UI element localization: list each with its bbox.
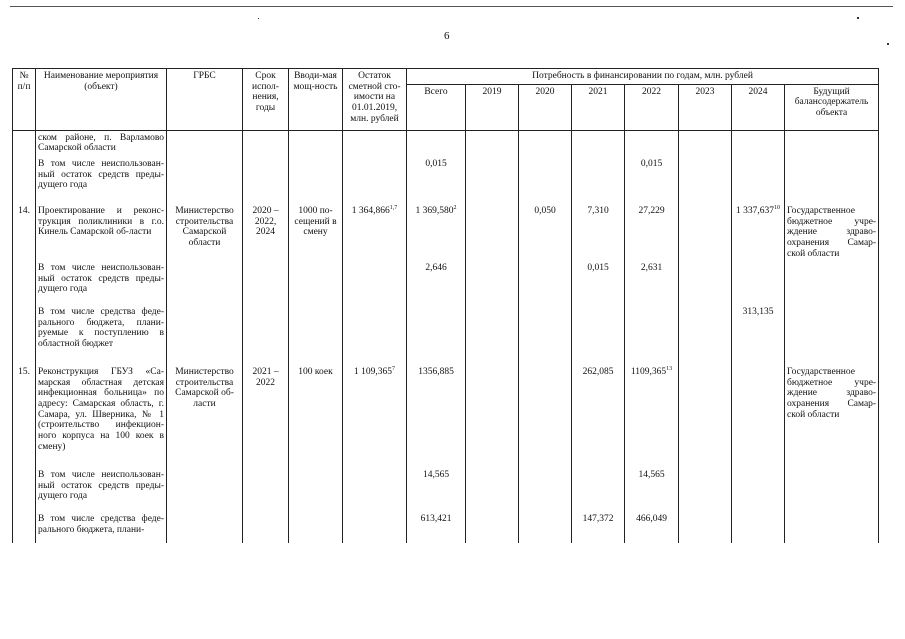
row-name-value: В том числе средства феде-рального бюджета, плани- <box>38 514 164 535</box>
row-2019 <box>466 306 519 366</box>
top-rule <box>10 6 893 7</box>
row-capacity <box>289 262 343 306</box>
scan-speck <box>887 43 889 45</box>
row-2022 <box>625 262 679 306</box>
row-total <box>407 130 466 158</box>
row-2019 <box>466 366 519 469</box>
row-total-value: 613,421 <box>420 514 452 525</box>
row-name <box>36 158 167 205</box>
row-2024 <box>732 205 785 262</box>
row-term <box>243 205 289 262</box>
header-funding-group: Потребность в финансировании по годам, млн. рублей <box>407 69 879 85</box>
row-name-value: В том числе неиспользован-ный остаток средств преды-дущего года <box>38 263 164 295</box>
row-2020 <box>519 262 572 306</box>
header-2020: 2020 <box>519 84 572 130</box>
table-row <box>13 130 879 158</box>
row-num <box>13 469 36 513</box>
row-name <box>36 130 167 158</box>
row-term-value: 2020 – 2022, 2024 <box>252 206 279 238</box>
row-num <box>13 205 36 262</box>
table-body <box>13 130 879 543</box>
row-num <box>13 366 36 469</box>
row-2019 <box>466 469 519 513</box>
row-2021 <box>572 469 625 513</box>
row-2019 <box>466 158 519 205</box>
row-2024 <box>732 366 785 469</box>
row-2021 <box>572 366 625 469</box>
row-capacity-value: 1000 по-сещений в смену <box>294 206 337 238</box>
row-2019 <box>466 205 519 262</box>
row-2021-value: 7,310 <box>587 206 609 217</box>
header-term: Срок испол-нения, годы <box>243 69 289 131</box>
row-name <box>36 205 167 262</box>
row-2022-value: 14,565 <box>638 470 665 481</box>
row-total-value: 2,646 <box>425 263 447 274</box>
table-row <box>13 158 879 205</box>
row-capacity <box>289 130 343 158</box>
row-2022-value: 466,049 <box>636 514 667 525</box>
row-grbs-value: Министерство строительства Самарской об-ласти <box>175 367 234 409</box>
row-name <box>36 306 167 366</box>
row-2022 <box>625 130 679 158</box>
header-capacity: Вводи-мая мощ-ность <box>289 69 343 131</box>
footnote-marker: 13 <box>666 365 673 372</box>
row-2022-value: 27,229 <box>638 206 665 217</box>
row-2019 <box>466 262 519 306</box>
row-2024 <box>732 158 785 205</box>
row-2023 <box>679 469 732 513</box>
row-2024 <box>732 306 785 366</box>
page-number: 6 <box>444 30 450 42</box>
row-2022 <box>625 306 679 366</box>
row-capacity <box>289 513 343 543</box>
row-2022 <box>625 205 679 262</box>
table-row <box>13 513 879 543</box>
row-term <box>243 513 289 543</box>
header-2021: 2021 <box>572 84 625 130</box>
row-total-value: 0,015 <box>425 159 447 170</box>
row-2022 <box>625 513 679 543</box>
row-grbs-value: Министерство строительства Самарской области <box>175 206 234 248</box>
row-total <box>407 262 466 306</box>
row-2021 <box>572 205 625 262</box>
row-num <box>13 513 36 543</box>
row-holder <box>785 306 879 366</box>
row-total <box>407 513 466 543</box>
row-remainder <box>343 469 407 513</box>
row-grbs <box>167 469 243 513</box>
header-holder: Будущий балансодержатель объекта <box>785 84 879 130</box>
row-2023 <box>679 306 732 366</box>
row-capacity <box>289 306 343 366</box>
header-remainder: Остаток сметной сто-имости на 01.01.2019, млн. рублей <box>343 69 407 131</box>
row-holder-value: Государственное бюджетное учре-ждение здраво-охранения Самар-ской области <box>787 206 877 259</box>
row-holder-value: Государственное бюджетное учре-ждение здраво-охранения Самар-ской области <box>787 367 877 420</box>
row-name-value: В том числе средства феде-рального бюджета, плани-руемые к поступлению в областной бюджет <box>38 307 164 349</box>
footnote-marker: 10 <box>774 204 780 211</box>
row-remainder-value: 1 109,365 <box>354 367 392 378</box>
row-capacity <box>289 158 343 205</box>
row-holder <box>785 130 879 158</box>
row-2024-value: 313,135 <box>742 307 774 318</box>
row-term <box>243 262 289 306</box>
row-remainder <box>343 306 407 366</box>
row-holder <box>785 262 879 306</box>
row-2020 <box>519 366 572 469</box>
row-2021-value: 147,372 <box>582 514 614 525</box>
row-grbs <box>167 262 243 306</box>
footnote-marker: 1,7 <box>389 204 398 211</box>
row-2021-value: 262,085 <box>582 367 614 378</box>
row-grbs <box>167 306 243 366</box>
row-2020 <box>519 306 572 366</box>
header-grbs: ГРБС <box>167 69 243 131</box>
row-num <box>13 262 36 306</box>
row-2022 <box>625 158 679 205</box>
row-num <box>13 158 36 205</box>
row-capacity-value: 100 коек <box>298 367 333 378</box>
row-total <box>407 306 466 366</box>
row-remainder <box>343 130 407 158</box>
row-2023 <box>679 205 732 262</box>
row-num <box>13 306 36 366</box>
header-name: Наименование мероприятия (объект) <box>36 69 167 131</box>
row-holder <box>785 469 879 513</box>
row-2024 <box>732 130 785 158</box>
funding-table <box>12 68 879 543</box>
row-name <box>36 262 167 306</box>
row-remainder <box>343 366 407 469</box>
row-name <box>36 513 167 543</box>
row-2022-value: 0,015 <box>640 159 663 170</box>
row-2024 <box>732 513 785 543</box>
row-2020-value: 0,050 <box>534 206 556 217</box>
row-capacity <box>289 205 343 262</box>
row-remainder <box>343 158 407 205</box>
table-row <box>13 205 879 262</box>
row-2021 <box>572 513 625 543</box>
row-2019 <box>466 513 519 543</box>
row-2020 <box>519 205 572 262</box>
row-2021 <box>572 262 625 306</box>
row-name-value: Реконструкция ГБУЗ «Са-марская областная детская инфекционная больница» по адресу: Самарская область, г. Самара, ул. Шверника, № 1 (строительство инфекцион-ного корпуса на 100 коек в смену) <box>38 367 164 452</box>
row-total-value: 1356,885 <box>418 367 454 378</box>
row-term <box>243 158 289 205</box>
table-row <box>13 469 879 513</box>
row-2019 <box>466 130 519 158</box>
table-row <box>13 262 879 306</box>
row-holder <box>785 513 879 543</box>
row-total <box>407 366 466 469</box>
row-2024-value: 1 337,637 <box>736 206 774 217</box>
header-2024: 2024 <box>732 84 785 130</box>
row-total <box>407 469 466 513</box>
table-row <box>13 306 879 366</box>
row-name-value: ском районе, п. Варламово Самарской области <box>38 132 164 154</box>
row-name-value: В том числе неиспользован-ный остаток средств преды-дущего года <box>38 159 164 191</box>
row-grbs <box>167 130 243 158</box>
row-2020 <box>519 130 572 158</box>
row-total-value: 1 369,580 <box>415 206 454 217</box>
row-2021 <box>572 158 625 205</box>
row-remainder <box>343 205 407 262</box>
row-total-value: 14,565 <box>422 470 450 481</box>
row-grbs <box>167 366 243 469</box>
row-2022-value: 1109,365 <box>630 367 667 378</box>
row-2020 <box>519 469 572 513</box>
row-term <box>243 469 289 513</box>
row-holder <box>785 205 879 262</box>
table-row <box>13 366 879 469</box>
row-2023 <box>679 158 732 205</box>
row-2023 <box>679 130 732 158</box>
row-2022 <box>625 366 679 469</box>
row-2020 <box>519 513 572 543</box>
row-2021 <box>572 130 625 158</box>
row-holder <box>785 366 879 469</box>
header-2022: 2022 <box>625 84 679 130</box>
row-grbs <box>167 158 243 205</box>
footnote-marker: 7 <box>392 365 395 372</box>
row-term <box>243 366 289 469</box>
scan-speck <box>857 17 859 19</box>
row-remainder <box>343 513 407 543</box>
row-2024 <box>732 262 785 306</box>
row-2023 <box>679 513 732 543</box>
header-num: № п/п <box>13 69 36 131</box>
row-2024 <box>732 469 785 513</box>
row-capacity <box>289 469 343 513</box>
row-capacity <box>289 366 343 469</box>
row-2022-value: 2,631 <box>640 263 663 274</box>
row-num-value: 14. <box>18 206 30 217</box>
row-grbs <box>167 205 243 262</box>
row-name <box>36 366 167 469</box>
row-name-value: В том числе неиспользован-ный остаток средств преды-дущего года <box>38 470 164 502</box>
row-2023 <box>679 366 732 469</box>
row-num <box>13 130 36 158</box>
row-total <box>407 205 466 262</box>
row-2022 <box>625 469 679 513</box>
row-name-value: Проектирование и реконс-трукция поликлиники в г.о. Кинель Самарской об-ласти <box>38 206 164 238</box>
row-2021-value: 0,015 <box>587 263 609 274</box>
header-2019: 2019 <box>466 84 519 130</box>
header-total: Всего <box>407 84 466 130</box>
row-term-value: 2021 – 2022 <box>252 367 279 388</box>
row-remainder <box>343 262 407 306</box>
scan-speck <box>258 18 259 19</box>
row-grbs <box>167 513 243 543</box>
row-name <box>36 469 167 513</box>
row-total <box>407 158 466 205</box>
row-remainder-value: 1 364,866 <box>351 206 390 217</box>
row-2020 <box>519 158 572 205</box>
row-2021 <box>572 306 625 366</box>
footnote-marker: 2 <box>453 204 457 211</box>
header-2023: 2023 <box>679 84 732 130</box>
row-term <box>243 130 289 158</box>
row-num-value: 15. <box>18 367 30 378</box>
row-holder <box>785 158 879 205</box>
row-term <box>243 306 289 366</box>
row-2023 <box>679 262 732 306</box>
